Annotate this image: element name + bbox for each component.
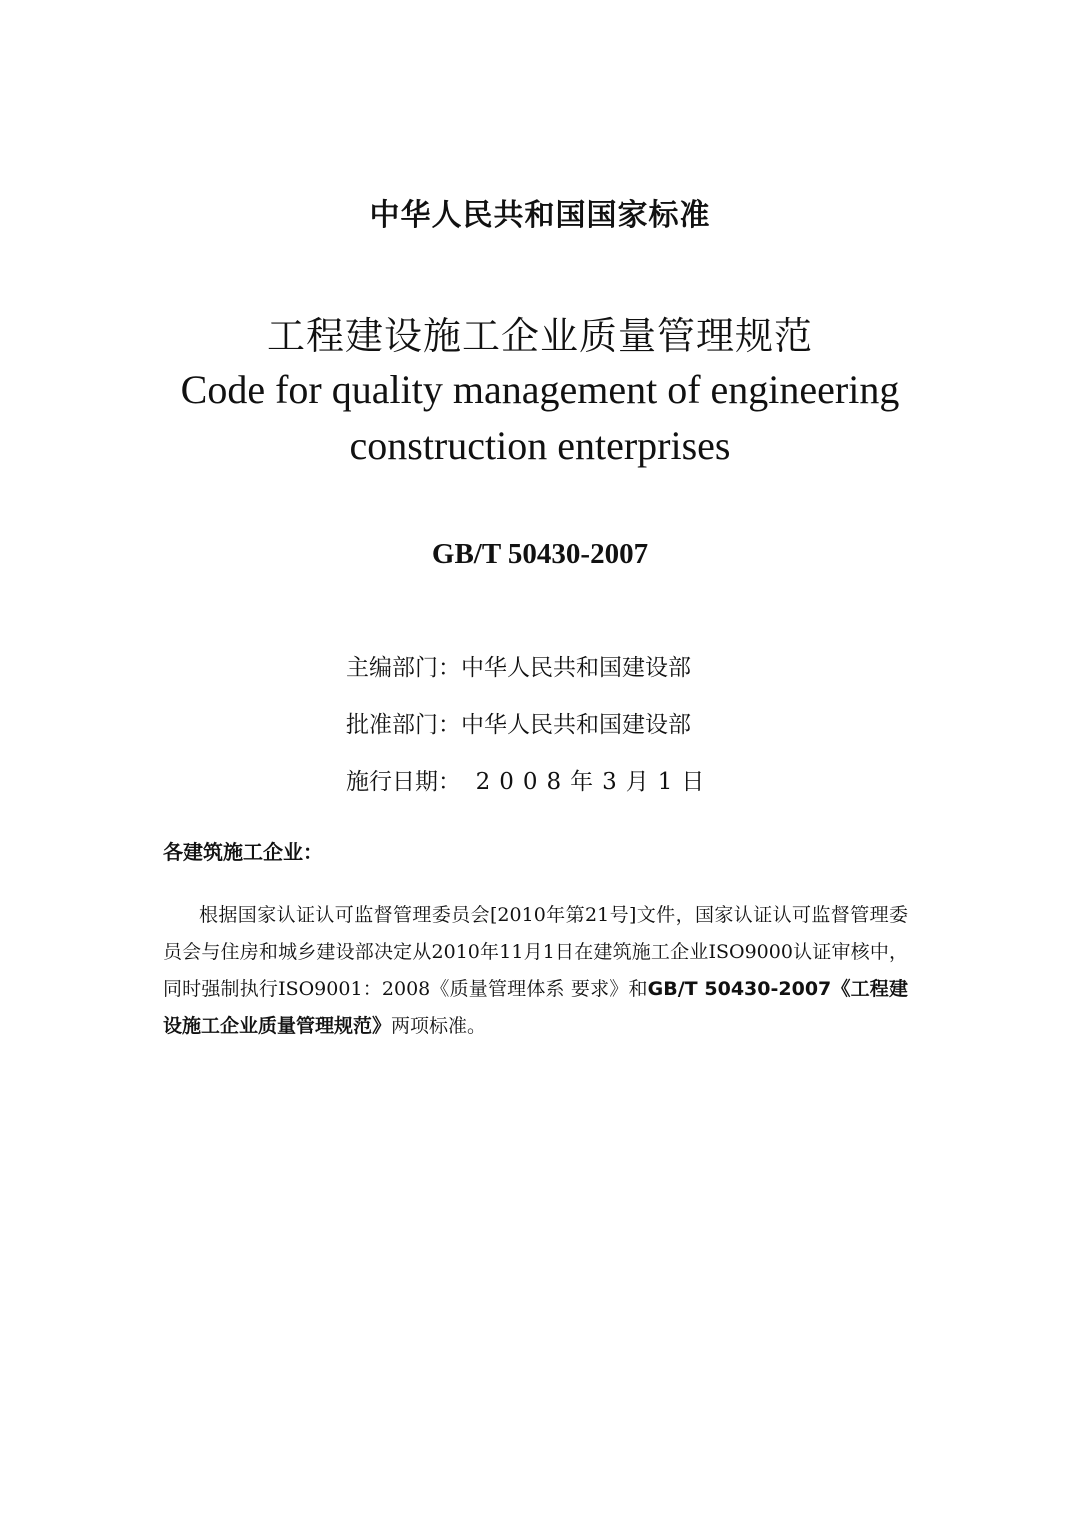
approval-department-label: 批准部门：: [346, 712, 461, 738]
document-title-english: [0, 362, 1080, 474]
english-title-line-2: construction enterprises: [349, 423, 731, 468]
effective-date-row: [346, 764, 713, 821]
editor-department-label: 主编部门：: [346, 655, 461, 681]
approval-department-value: 中华人民共和国建设部: [461, 712, 691, 738]
document-title-chinese: 工程建设施工企业质量管理规范: [266, 314, 813, 358]
approval-department-row: [346, 707, 713, 764]
standard-code: GB/T 50430-2007: [431, 538, 649, 570]
editor-department-row: [346, 650, 713, 707]
notice-text-bold-standard: GB/T 50430-2007《工程建设施工企业质量管理规范》: [163, 978, 908, 1037]
notice-text-part-2: 两项标准。: [391, 1015, 487, 1037]
editor-department-value: 中华人民共和国建设部: [461, 655, 691, 681]
english-title-line-1: Code for quality management of engineering: [180, 367, 900, 412]
effective-date-value: 2008年3月1日: [475, 769, 714, 795]
effective-date-label: 施行日期：: [346, 769, 461, 795]
notice-paragraph: [163, 897, 908, 1045]
notice-addressee: 各建筑施工企业：: [163, 840, 323, 864]
notice-text-part-1: 根据国家认证认可监督管理委员会[2010年第21号]文件，国家认证认可监督管理委员会与住房和城乡建设部决定从2010年11月1日在建筑施工企业ISO9000认证审核中，同时强制执行ISO9001：2008《质量管理体系 要求》和: [163, 904, 908, 1000]
publication-meta: [346, 650, 713, 821]
national-standard-heading: 中华人民共和国国家标准: [369, 198, 711, 233]
